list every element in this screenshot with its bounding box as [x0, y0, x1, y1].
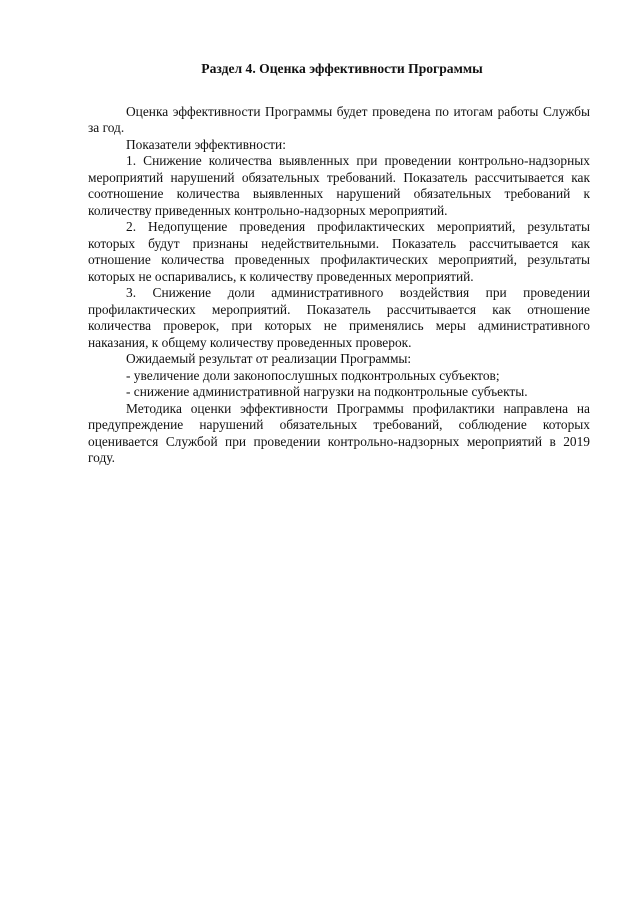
paragraph-expected-result-1: - увеличение доли законопослушных подконтрольных субъектов; [126, 367, 500, 383]
paragraph-expected-result-heading: Ожидаемый результат от реализации Программы: [126, 351, 412, 366]
paragraph-indicator-3: 3. Снижение доли административного воздействия при проведении профилактических мероприятий. Показатель рассчитывается как отношение количества проверок, при которых не применялись меры административного наказания, к общему количеству проведенных проверок. [88, 285, 590, 350]
paragraph-indicators-heading: Показатели эффективности: [126, 136, 286, 152]
paragraph-indicator-2: 2. Недопущение проведения профилактических мероприятий, результаты которых будут признаны недействительными. Показатель рассчитывается как отношение количества проведенных профилактических мероприятий, результаты которых не оспаривались, к количеству проведенных мероприятий. [88, 219, 590, 284]
paragraph-expected-result-2: - снижение административной нагрузки на подконтрольные субъекты. [126, 384, 528, 399]
document-body [88, 61, 590, 467]
paragraph-indicator-1: 1. Снижение количества выявленных при проведении контрольно-надзорных мероприятий нарушений обязательных требований. Показатель рассчитывается как соотношение количества выявленных нарушений обязательных требований к количеству приведенных контрольно-надзорных мероприятий. [88, 153, 590, 218]
paragraph-intro: Оценка эффективности Программы будет проведена по итогам работы Службы за год. [88, 103, 590, 135]
paragraph-methodology: Методика оценки эффективности Программы профилактики направлена на предупреждение нарушений обязательных требований, соблюдение которых оценивается Службой при проведении контрольно-надзорных мероприятий в 2019 году. [88, 400, 590, 465]
section-title: Раздел 4. Оценка эффективности Программы [201, 61, 483, 76]
